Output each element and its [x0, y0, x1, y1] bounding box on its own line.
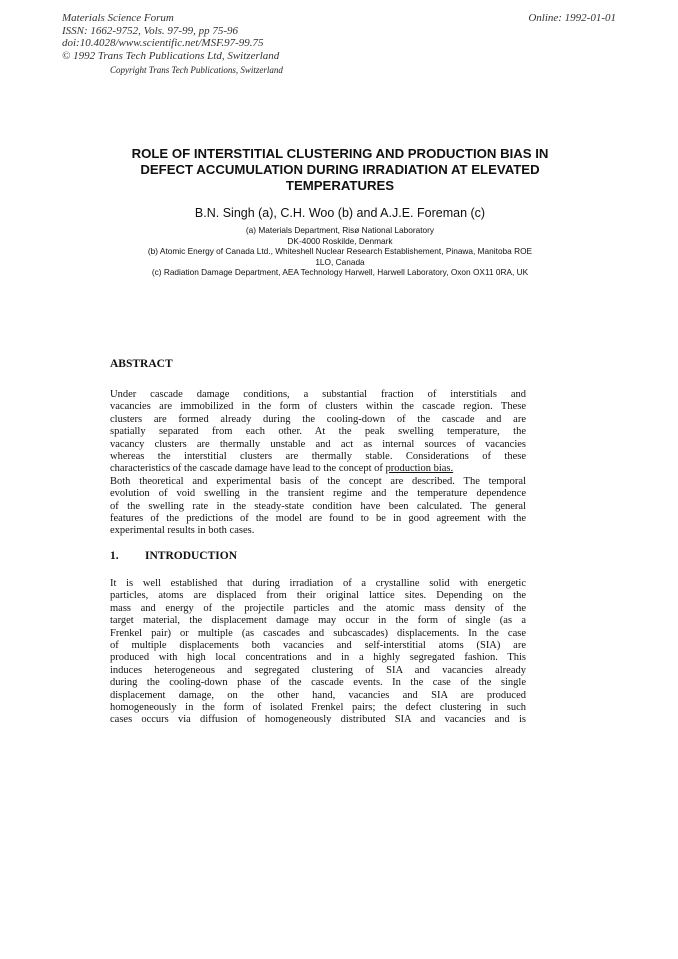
abstract-line: vacancies are immobilized in the form of clusters within the cascade region. These — [110, 401, 526, 413]
journal-name: Materials Science Forum — [62, 12, 174, 24]
section-heading-introduction — [110, 550, 237, 562]
intro-line: mass and energy of the projectile particles and the atomic mass density of the — [110, 602, 526, 614]
copyright-stamp: Copyright Trans Tech Publications, Switzerland — [110, 65, 283, 75]
intro-line: cases occurs via diffusion of homogeneously distributed SIA and vacancies and is — [110, 714, 526, 726]
intro-line: displacement damage, on the other hand, vacancies and SIA are produced — [110, 689, 526, 701]
abstract-line: vacancy clusters are thermally unstable and act as internal sources of vacancies — [110, 438, 526, 450]
intro-line: of multiple displacements both vacancies and self-interstitial atoms (SIA) are — [110, 640, 526, 652]
title-line: DEFECT ACCUMULATION DURING IRRADIATION AT ELEVATED — [140, 162, 540, 177]
online-date: Online: 1992-01-01 — [528, 12, 616, 24]
intro-line: particles, atoms are displaced from their original lattice sites. Depending on the — [110, 590, 526, 602]
intro-line: during the cooling-down phase of the cascade events. In the case of the single — [110, 677, 526, 689]
intro-line: It is well established that during irradiation of a crystalline solid with energetic — [110, 578, 526, 589]
paper-title — [100, 146, 580, 194]
production-bias-term: production bias. — [385, 463, 454, 475]
abstract-line: spatially separated from each other. At the peak swelling temperature, the — [110, 426, 526, 438]
introduction-body — [110, 578, 526, 727]
abstract-line: Both theoretical and experimental basis of the concept are described. The temporal — [110, 475, 526, 487]
title-line: ROLE OF INTERSTITIAL CLUSTERING AND PRODUCTION BIAS IN — [131, 146, 549, 161]
doi-line[interactable]: doi:10.4028/www.scientific.net/MSF.97-99.75 — [62, 37, 264, 49]
intro-line: Frenkel pair) or multiple (as cascades and subcascades) displacements. In the case — [110, 627, 526, 639]
issn-line: ISSN: 1662-9752, Vols. 97-99, pp 75-96 — [62, 24, 238, 37]
abstract-line: of the swelling rate in the steady-state condition have been calculated. The general — [110, 500, 526, 512]
affiliation-line: DK-4000 Roskilde, Denmark — [287, 235, 393, 246]
abstract-body — [110, 389, 526, 538]
abstract-line: evolution of void swelling in the transient regime and the temperature dependence — [110, 488, 526, 500]
abstract-line: clusters are formed already during the cooling-down of the cascade and are — [110, 413, 526, 425]
abstract-line: characteristics of the cascade damage have lead to the concept of — [110, 463, 383, 475]
abstract-line: Under cascade damage conditions, a substantial fraction of interstitials and — [110, 389, 526, 400]
abstract-line-with-term — [110, 463, 526, 475]
intro-line: target material, the displacement damage may occur in the form of single (as a — [110, 615, 526, 627]
affiliation-line: (b) Atomic Energy of Canada Ltd., Whiteshell Nuclear Research Establishement, Pinawa, Manitoba ROE — [147, 246, 533, 256]
section-number: 1. — [110, 550, 119, 562]
affiliation-line: (a) Materials Department, Risø National Laboratory — [245, 225, 435, 235]
intro-line: produced with high local concentrations and in a highly segregated fashion. This — [110, 652, 526, 664]
title-line: TEMPERATURES — [285, 178, 395, 193]
section-title: INTRODUCTION — [145, 550, 238, 562]
abstract-line: experimental results in both cases. — [110, 525, 255, 537]
intro-line: homogeneously in the form of isolated Frenkel pairs; the defect clustering in such — [110, 702, 526, 714]
author-list: B.N. Singh (a), C.H. Woo (b) and A.J.E. Foreman (c) — [194, 206, 486, 220]
copyright-line: © 1992 Trans Tech Publications Ltd, Switzerland — [62, 49, 280, 62]
intro-line: induces heterogeneous and segregated clustering of SIA and vacancies already — [110, 664, 526, 676]
affiliation-line: (c) Radiation Damage Department, AEA Technology Harwell, Harwell Laboratory, Oxon OX11 0RA, UK — [151, 267, 529, 277]
citation-header — [62, 12, 279, 62]
affiliations — [100, 225, 580, 278]
abstract-line: whereas the interstitial clusters are thermally stable. Considerations of these — [110, 451, 526, 463]
abstract-heading: ABSTRACT — [110, 358, 173, 370]
affiliation-line: 1LO, Canada — [315, 256, 365, 267]
abstract-line: features of the predictions of the model are found to be in good agreement with the — [110, 513, 526, 525]
